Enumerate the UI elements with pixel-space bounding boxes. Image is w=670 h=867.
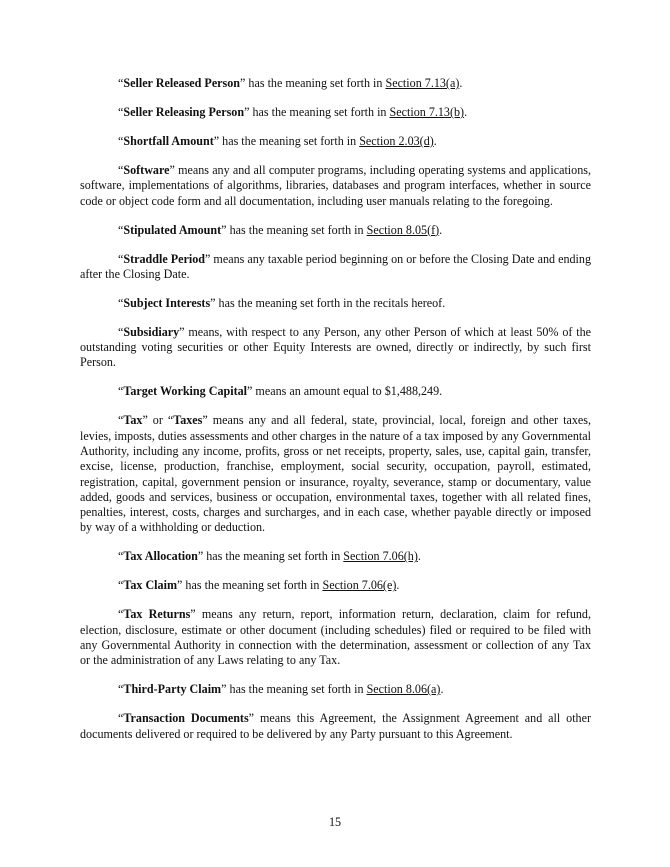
- definition-text-end: .: [464, 104, 468, 119]
- section-reference: Section 7.13(a): [385, 76, 460, 90]
- definition-text: has the meaning set forth in: [182, 578, 323, 593]
- definition-text: has the meaning set forth in: [249, 104, 390, 119]
- defined-term: Seller Releasing Person: [123, 104, 245, 119]
- definition-text: means any taxable period beginning on or before the Closing Date and ending after the Closing Date.: [80, 251, 591, 281]
- defined-term: Tax Claim: [123, 578, 178, 593]
- definition-text: has the meaning set forth in: [226, 682, 367, 697]
- definition-text: means any and all federal, state, provincial, local, foreign and other taxes, levies, imposts, duties assessments and other charges in the nature of a tax imposed by any Governmental Authority, including any income, profits, gross or net receipts, property, sales, use, capital gain, transfer, excise, license, production, franchise, employment, social security, occupation, payroll, estimated, registration, capital, government pension or insurance, royalty, severance, stamp or documentary, value added, goods and services, business or occupation, environmental taxes, together with all related fines, penalties, interest, costs, charges and surcharges, and in each case, whether payable directly or imposed by way of a withholding or deduction.: [80, 413, 591, 535]
- defined-term: Stipulated Amount: [123, 222, 222, 237]
- definition-paragraph: “Tax Allocation” has the meaning set forth in Section 7.06(h).: [118, 549, 421, 564]
- defined-term: Software: [123, 162, 170, 177]
- section-reference: Section 8.06(a): [366, 682, 441, 697]
- definition-paragraph: “Subsidiary” means, with respect to any Person, any other Person of which at least 50% of the outstanding voting securities or other Equity Interests are owned, directly or indirectly, by such first Person.: [80, 324, 591, 370]
- defined-term: Shortfall Amount: [123, 133, 214, 148]
- definition-text: has the meaning set forth in the recitals hereof.: [215, 295, 446, 310]
- definition-text: means this Agreement, the Assignment Agreement and all other documents delivered or required to be delivered by any Party pursuant to this Agreement.: [80, 711, 591, 741]
- definition-text: has the meaning set forth in: [226, 222, 367, 237]
- definition-paragraph: “Software” means any and all computer programs, including operating systems and applications, software, implementations of algorithms, libraries, databases and program interfaces, whether in source code or object code form and all documentation, including user manuals relating to the foregoing.: [80, 162, 591, 208]
- term-connector: or: [147, 413, 168, 428]
- defined-term: Straddle Period: [123, 251, 206, 266]
- definitions-list: [80, 76, 591, 756]
- definition-text: has the meaning set forth in: [203, 549, 344, 564]
- definition-text: means an amount equal to $1,488,249.: [252, 384, 443, 399]
- defined-term-alt: Taxes: [173, 413, 203, 428]
- section-reference: Section 7.06(e): [322, 578, 397, 593]
- defined-term: Tax Returns: [123, 607, 191, 622]
- section-reference: Section 7.06(h): [343, 549, 418, 564]
- definition-text: means any return, report, information return, declaration, claim for refund, election, disclosure, estimate or other document (including schedules) filed or required to be filed with any Governmental Authority in connection with the determination, assessment or collection of any Tax or the administration of any Laws relating to any Tax.: [80, 607, 591, 668]
- defined-term: Tax: [123, 413, 143, 428]
- definition-text: means, with respect to any Person, any other Person of which at least 50% of the outstanding voting securities or other Equity Interests are owned, directly or indirectly, by such first Person.: [80, 324, 591, 370]
- definition-paragraph: “Stipulated Amount” has the meaning set forth in Section 8.05(f).: [118, 222, 443, 237]
- defined-term: Tax Allocation: [123, 549, 198, 564]
- definition-text-end: .: [439, 222, 443, 237]
- defined-term: Transaction Documents: [123, 711, 249, 726]
- definition-text: means any and all computer programs, including operating systems and applications, software, implementations of algorithms, libraries, databases and program interfaces, whether in source code or object code form and all documentation, including user manuals relating to the foregoing.: [80, 162, 591, 208]
- defined-term: Seller Released Person: [123, 76, 241, 90]
- section-reference: Section 2.03(d): [359, 133, 434, 148]
- defined-term: Target Working Capital: [123, 384, 248, 399]
- definition-text-end: .: [440, 682, 444, 697]
- definition-paragraph: “Tax” or “Taxes” means any and all federal, state, provincial, local, foreign and other taxes, levies, imposts, duties assessments and other charges in the nature of a tax imposed by any Governmental Authority, including any income, profits, gross or net receipts, property, sales, use, capital gain, transfer, excise, license, production, franchise, employment, social security, occupation, payroll, estimated, registration, capital, government pension or insurance, royalty, severance, stamp or documentary, value added, goods and services, business or occupation, environmental taxes, together with all related fines, penalties, interest, costs, charges and surcharges, and in each case, whether payable directly or imposed by way of a withholding or deduction.: [80, 413, 591, 535]
- definition-paragraph: “Target Working Capital” means an amount equal to $1,488,249.: [118, 384, 443, 399]
- definition-text-end: .: [396, 578, 400, 593]
- definition-paragraph: “Transaction Documents” means this Agreement, the Assignment Agreement and all other documents delivered or required to be delivered by any Party pursuant to this Agreement.: [80, 711, 591, 741]
- page-number: 15: [328, 815, 342, 829]
- definition-paragraph: “Straddle Period” means any taxable period beginning on or before the Closing Date and ending after the Closing Date.: [80, 251, 591, 281]
- definition-paragraph: “Third-Party Claim” has the meaning set forth in Section 8.06(a).: [118, 682, 444, 697]
- definition-paragraph: “Tax Claim” has the meaning set forth in Section 7.06(e).: [118, 578, 400, 593]
- definition-paragraph: “Subject Interests” has the meaning set forth in the recitals hereof.: [118, 295, 446, 310]
- section-reference: Section 7.13(b): [389, 104, 465, 119]
- defined-term: Third-Party Claim: [123, 682, 222, 697]
- definition-text-end: .: [433, 133, 437, 148]
- section-reference: Section 8.05(f): [366, 222, 440, 237]
- definition-paragraph: “Tax Returns” means any return, report, information return, declaration, claim for refund, election, disclosure, estimate or other document (including schedules) filed or required to be filed with any Governmental Authority in connection with the determination, assessment or collection of any Tax or the administration of any Laws relating to any Tax.: [80, 607, 591, 668]
- definition-text-end: .: [459, 76, 463, 90]
- definition-paragraph: “Shortfall Amount” has the meaning set forth in Section 2.03(d).: [118, 133, 437, 148]
- definition-paragraph: “Seller Releasing Person” has the meaning set forth in Section 7.13(b).: [118, 104, 468, 119]
- defined-term: Subject Interests: [123, 295, 211, 310]
- definition-text: has the meaning set forth in: [245, 76, 386, 90]
- definition-paragraph: “Seller Released Person” has the meaning set forth in Section 7.13(a).: [118, 76, 463, 90]
- defined-term: Subsidiary: [123, 324, 180, 339]
- definition-text-end: .: [417, 549, 421, 564]
- definition-text: has the meaning set forth in: [219, 133, 360, 148]
